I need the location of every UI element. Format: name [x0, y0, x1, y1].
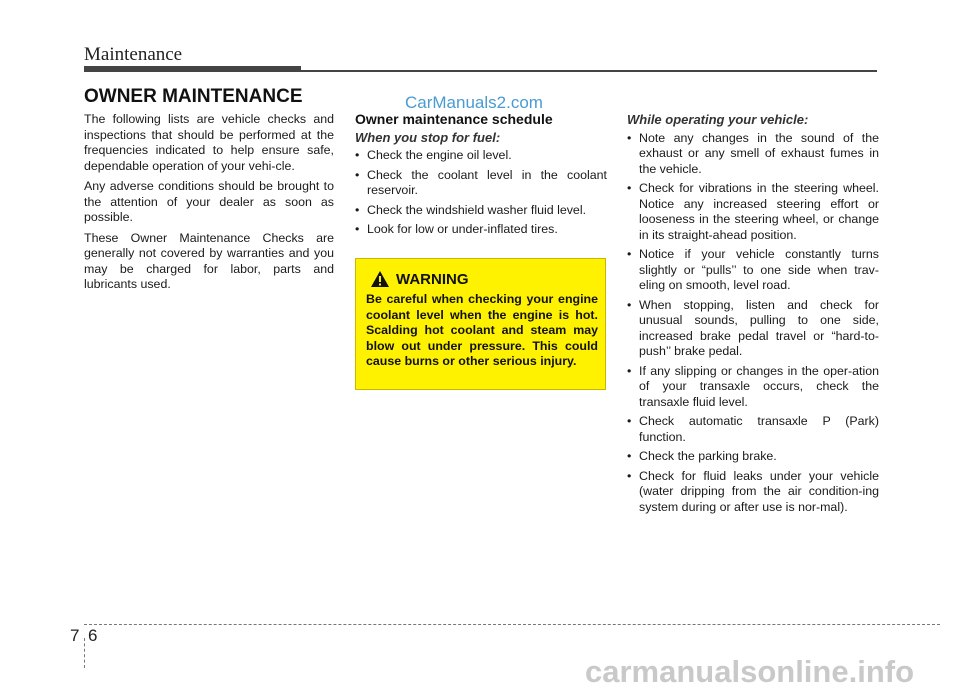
- footer-divider: [84, 624, 940, 625]
- warning-triangle-icon: [370, 270, 390, 288]
- chapter-number: 7: [70, 626, 80, 645]
- list-item: • If any slipping or changes in the oper-ation of your transaxle occurs, check the transaxle fluid level.: [627, 364, 879, 411]
- warning-title: WARNING: [396, 270, 469, 288]
- page-number-divider: [84, 638, 85, 668]
- watermark-top: CarManuals2.com: [405, 93, 543, 112]
- list-item: • Check automatic transaxle P (Park) function.: [627, 414, 879, 445]
- list-item: • Notice if your vehicle constantly turns slightly or “pulls’’ to one side when trav-eling on smooth, level road.: [627, 247, 879, 294]
- intro-paragraph: Any adverse conditions should be brought to the attention of your dealer as soon as possible.: [84, 179, 334, 224]
- list-item: • Look for low or under-inflated tires.: [355, 222, 607, 238]
- page-number: 6: [88, 626, 98, 645]
- warning-header: [370, 270, 469, 288]
- operating-column: [627, 112, 879, 519]
- list-item: • Check for vibrations in the steering wheel. Notice any increased steering effort or looseness in the steering wheel, or change in its straight-ahead position.: [627, 181, 879, 243]
- list-item: • Check for fluid leaks under your vehicle (water dripping from the air condition-ing system during or after use is nor-mal).: [627, 469, 879, 516]
- list-item: • Check the engine oil level.: [355, 148, 607, 164]
- section-label: Maintenance: [84, 44, 183, 65]
- operating-list: [627, 131, 879, 516]
- operating-subheading: While operating your vehicle:: [627, 112, 809, 127]
- warning-text: Be careful when checking your engine coolant level when the engine is hot. Scalding hot coolant and steam may blow out under pressure. This could cause burns or other serious injury.: [366, 292, 598, 368]
- list-item: • Check the coolant level in the coolant reservoir.: [355, 168, 607, 199]
- fuel-stop-subheading: When you stop for fuel:: [355, 129, 501, 145]
- fuel-stop-column: [355, 112, 607, 242]
- list-item: • Note any changes in the sound of the exhaust or any smell of exhaust fumes in the vehicle.: [627, 131, 879, 178]
- page-title: OWNER MAINTENANCE: [84, 86, 303, 107]
- schedule-heading: Owner maintenance schedule: [355, 111, 553, 127]
- header-rule-thin: [301, 70, 877, 72]
- watermark-bottom: carmanualsonline.info: [585, 654, 915, 689]
- list-item: • When stopping, listen and check for unusual sounds, pulling to one side, increased brake pedal travel or “hard-to-push’’ brake pedal.: [627, 298, 879, 360]
- fuel-stop-list: [355, 148, 607, 238]
- list-item: • Check the parking brake.: [627, 449, 879, 465]
- intro-column: [84, 112, 334, 298]
- list-item: • Check the windshield washer fluid level.: [355, 203, 607, 219]
- warning-box: [355, 258, 606, 390]
- intro-paragraph: The following lists are vehicle checks and inspections that should be performed at the frequencies indicated to help ensure safe, dependable operation of your vehi-cle.: [84, 112, 334, 173]
- header-rule-thick: [84, 66, 301, 72]
- intro-paragraph: These Owner Maintenance Checks are generally not covered by warranties and you may be charged for labor, parts and lubricants used.: [84, 230, 334, 291]
